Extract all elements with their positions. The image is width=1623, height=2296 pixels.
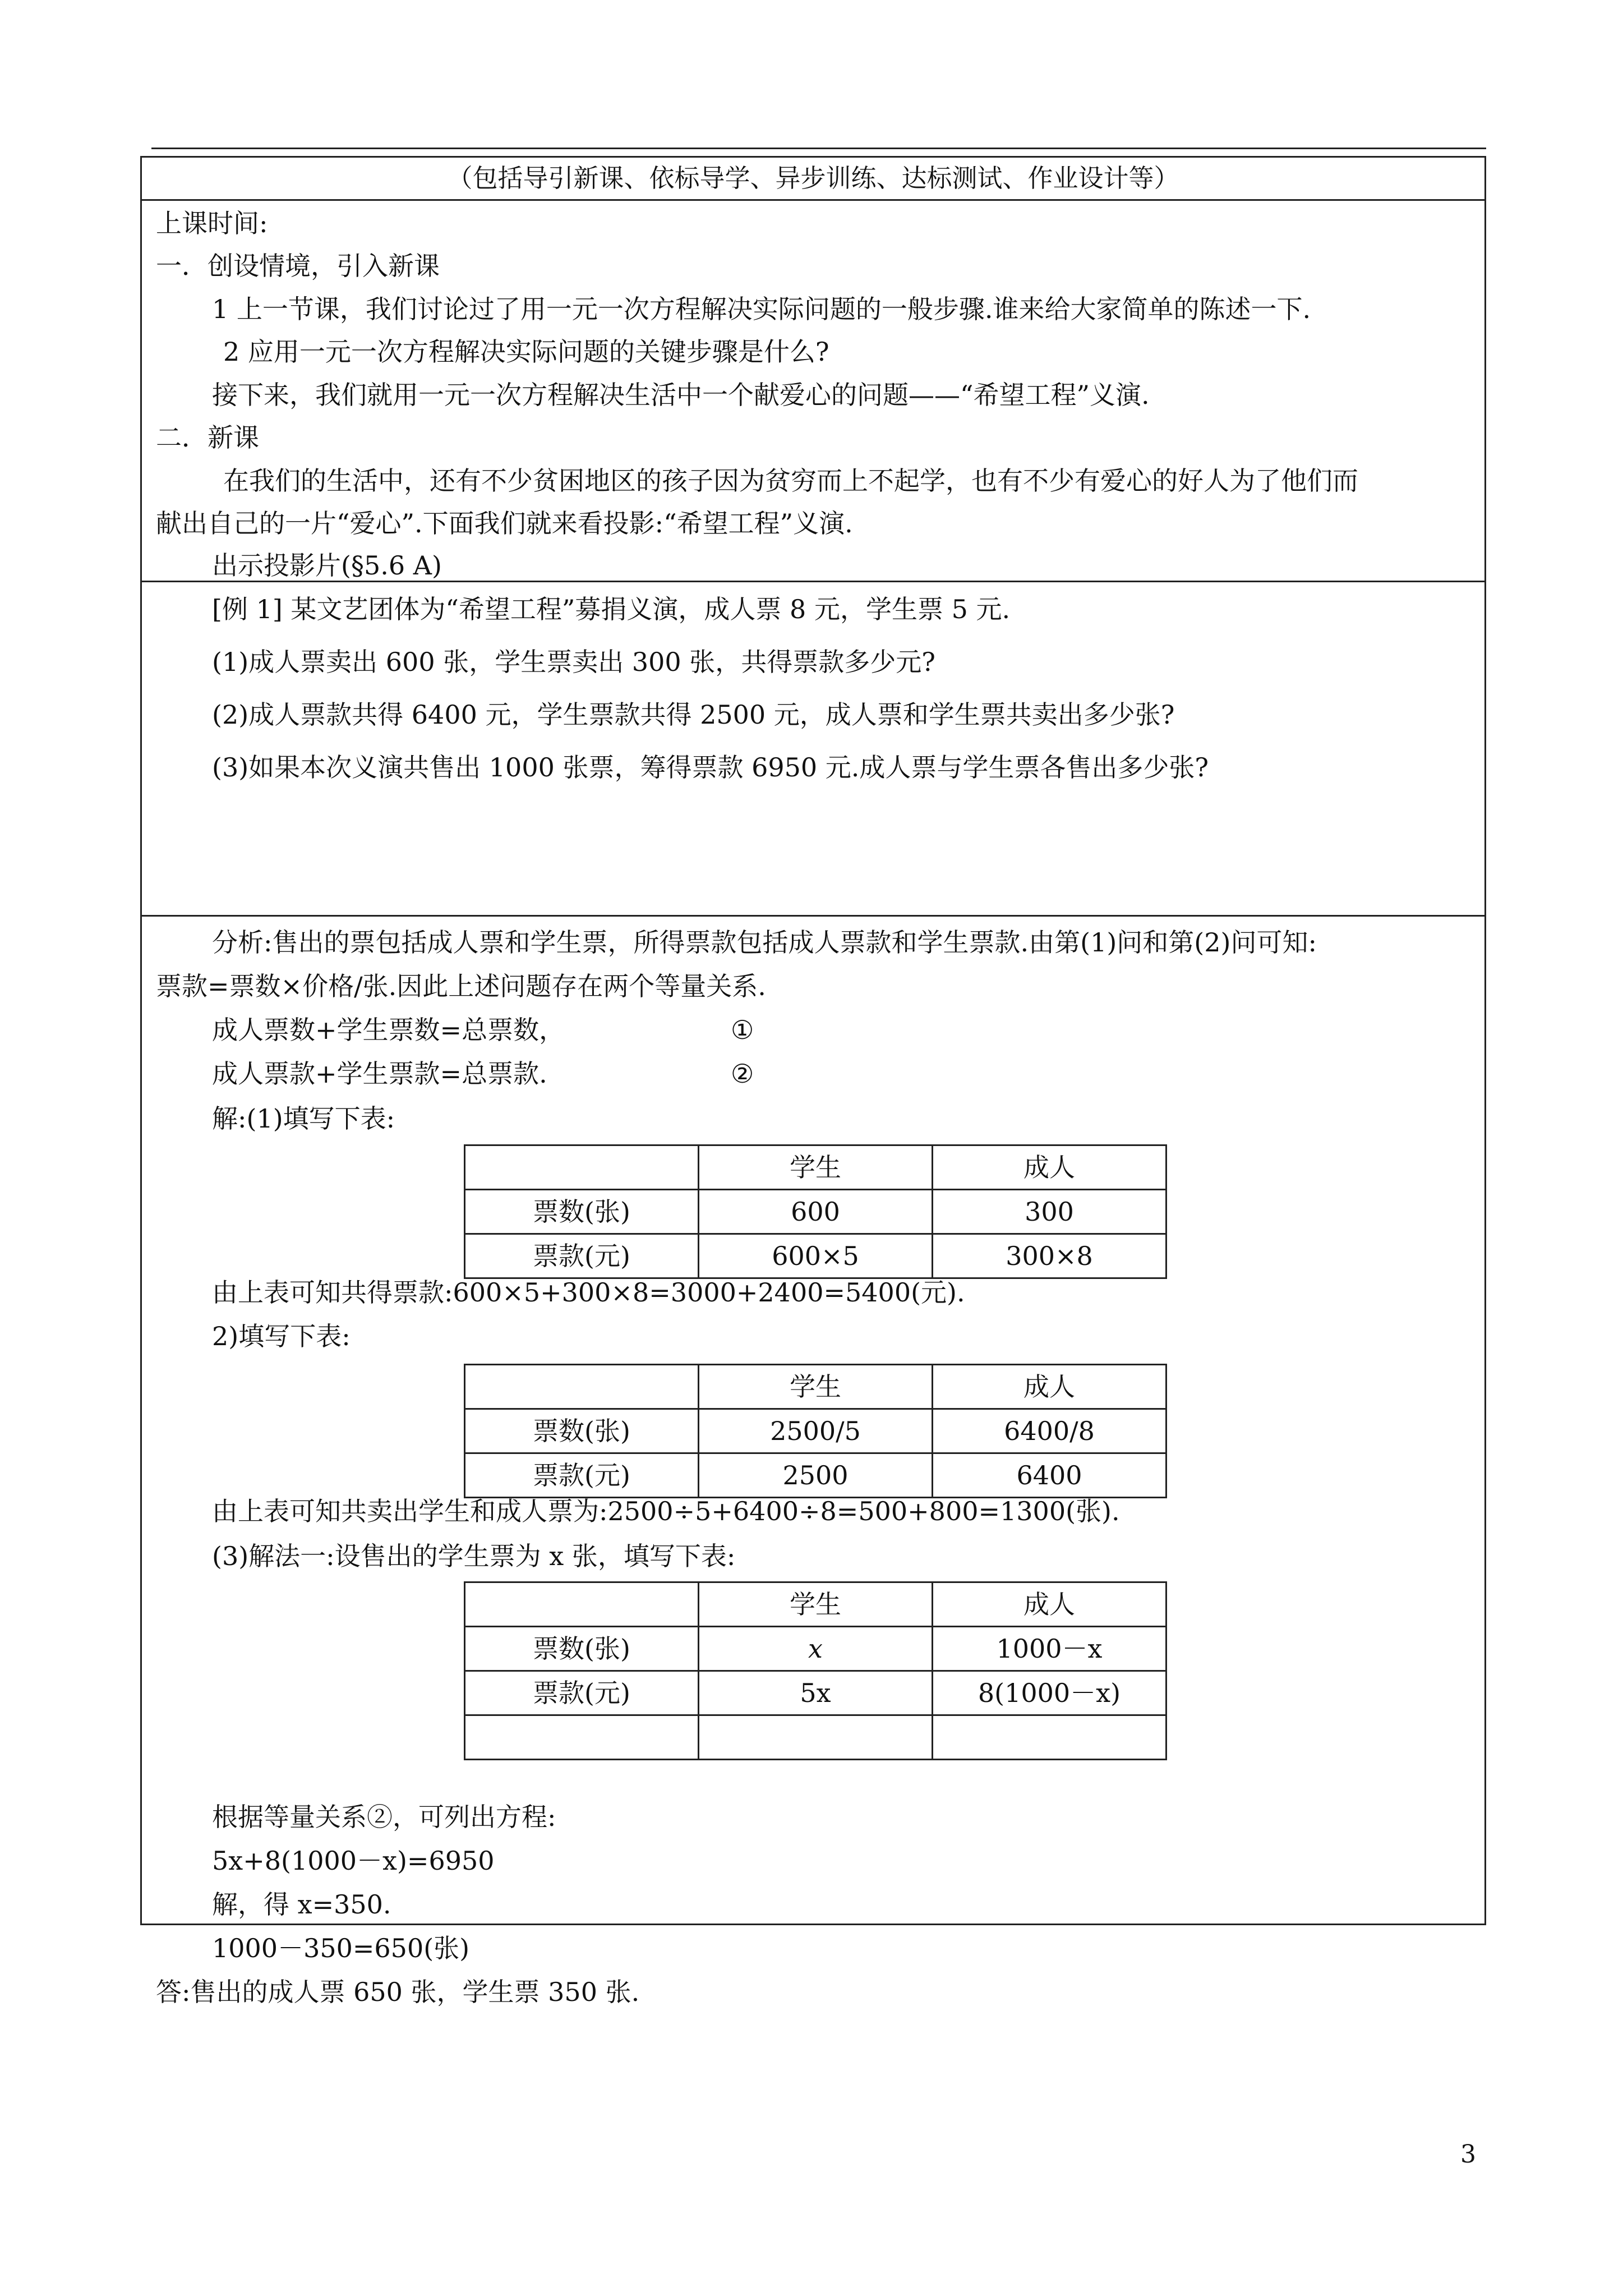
solution-3-basis: 根据等量关系②，可列出方程:: [212, 1802, 556, 1832]
example-question-2: (2)成人票款共得 6400 元，学生票款共得 2500 元，成人票和学生票共卖出多少张?: [212, 700, 1175, 730]
table-cell: 票数(张): [465, 1627, 699, 1671]
calculation: 1000－350=650(张): [212, 1933, 470, 1963]
table-cell: 5x: [699, 1671, 933, 1715]
relation-2-marker: ②: [731, 1059, 754, 1089]
table-row: [465, 1190, 1166, 1234]
table-cell: 票数(张): [465, 1190, 699, 1234]
table-row: [465, 1582, 1166, 1627]
table-header-cell: 成人: [933, 1365, 1166, 1409]
solution-3-intro: (3)解法一:设售出的学生票为 x 张，填写下表:: [212, 1541, 736, 1571]
class-time-label: 上课时间:: [156, 208, 268, 238]
table-cell: [699, 1715, 933, 1760]
intro-paragraph-4b: 献出自己的一片“爱心”.下面我们就来看投影:“希望工程”义演.: [156, 508, 853, 539]
table-cell: x: [699, 1627, 933, 1671]
table-cell: [465, 1715, 699, 1760]
solve-step: 解，得 x=350.: [212, 1889, 391, 1920]
section-1-heading: 一．创设情境，引入新课: [156, 251, 440, 281]
solution-1-result: 由上表可知共得票款:600×5+300×8=3000+2400=5400(元).: [212, 1277, 965, 1308]
table-row: [465, 1627, 1166, 1671]
example-question-1: (1)成人票卖出 600 张，学生票卖出 300 张，共得票款多少元?: [212, 647, 935, 677]
table-row: [465, 1145, 1166, 1190]
intro-paragraph-2: 2 应用一元一次方程解决实际问题的关键步骤是什么?: [223, 337, 829, 367]
table-cell: 600×5: [699, 1234, 933, 1278]
intro-paragraph-3: 接下来，我们就用一元一次方程解决生活中一个献爱心的问题——“希望工程”义演.: [212, 380, 1150, 410]
final-answer: 答:售出的成人票 650 张，学生票 350 张.: [156, 1977, 640, 2007]
table-cell: [933, 1715, 1166, 1760]
table-header-cell: 成人: [933, 1582, 1166, 1627]
table-cell: 2500: [699, 1453, 933, 1498]
table-cell: 票款(元): [465, 1671, 699, 1715]
header-rule: [151, 148, 1486, 149]
intro-paragraph-4a: 在我们的生活中，还有不少贫困地区的孩子因为贫穷而上不起学，也有不少有爱心的好人为了他们而: [223, 466, 1358, 496]
table-header-cell: 成人: [933, 1145, 1166, 1190]
analysis-line-1: 分析:售出的票包括成人票和学生票，所得票款包括成人票款和学生票款.由第(1)问和第(2)问可知:: [212, 927, 1317, 958]
table-2: [464, 1364, 1167, 1498]
table-cell: 票款(元): [465, 1453, 699, 1498]
table-row: [465, 1409, 1166, 1453]
table-row: [465, 1715, 1166, 1760]
lesson-plan-frame: [140, 156, 1486, 2007]
table-cell: 600: [699, 1190, 933, 1234]
table-row: [465, 1234, 1166, 1278]
example-question-3: (3)如果本次义演共售出 1000 张票，筹得票款 6950 元.成人票与学生票各售出多少张?: [212, 752, 1209, 783]
relation-1: 成人票数+学生票数=总票数，: [212, 1015, 565, 1045]
solution-2-intro: 2)填写下表:: [212, 1321, 351, 1351]
section-caption: （包括导引新课、依标导学、异步训练、达标测试、作业设计等）: [447, 163, 1179, 193]
table-cell: 票款(元): [465, 1234, 699, 1278]
table-cell: 300×8: [933, 1234, 1166, 1278]
table-row: [465, 1365, 1166, 1409]
solution-1-intro: 解:(1)填写下表:: [212, 1103, 395, 1134]
table-cell: 6400: [933, 1453, 1166, 1498]
relation-1-marker: ①: [731, 1015, 754, 1045]
example-title: [例 1] 某文艺团体为“希望工程”募捐义演，成人票 8 元，学生票 5 元.: [212, 594, 1011, 624]
section-2-heading: 二．新课: [156, 422, 259, 453]
page-number: 3: [1460, 2140, 1476, 2169]
table-header-cell: 学生: [699, 1145, 933, 1190]
table-row: [465, 1671, 1166, 1715]
table-cell: 300: [933, 1190, 1166, 1234]
table-cell: [465, 1145, 699, 1190]
table-1: [464, 1144, 1167, 1279]
intro-paragraph-1: 1 上一节课，我们讨论过了用一元一次方程解决实际问题的一般步骤.谁来给大家简单的陈述一下.: [212, 294, 1311, 324]
table-cell: 票数(张): [465, 1409, 699, 1453]
table-cell: 2500/5: [699, 1409, 933, 1453]
table-3: [464, 1581, 1167, 1760]
table-cell: [465, 1582, 699, 1627]
table-cell: 6400/8: [933, 1409, 1166, 1453]
table-row: [465, 1453, 1166, 1498]
table-header-cell: 学生: [699, 1582, 933, 1627]
relation-2: 成人票款+学生票款=总票款.: [212, 1059, 547, 1089]
intro-paragraph-5: 出示投影片(§5.6 A): [212, 550, 442, 581]
table-cell: [465, 1365, 699, 1409]
section-example: [142, 581, 1484, 915]
section-intro: [142, 199, 1484, 581]
table-cell: 8(1000－x): [933, 1671, 1166, 1715]
equation: 5x+8(1000－x)=6950: [212, 1846, 495, 1876]
analysis-line-2: 票款=票数×价格/张.因此上述问题存在两个等量关系.: [156, 971, 766, 1001]
table-cell: 1000－x: [933, 1627, 1166, 1671]
section-analysis: [142, 915, 1484, 2007]
solution-2-result: 由上表可知共卖出学生和成人票为:2500÷5+6400÷8=500+800=1300(张).: [212, 1496, 1120, 1526]
table-header-cell: 学生: [699, 1365, 933, 1409]
